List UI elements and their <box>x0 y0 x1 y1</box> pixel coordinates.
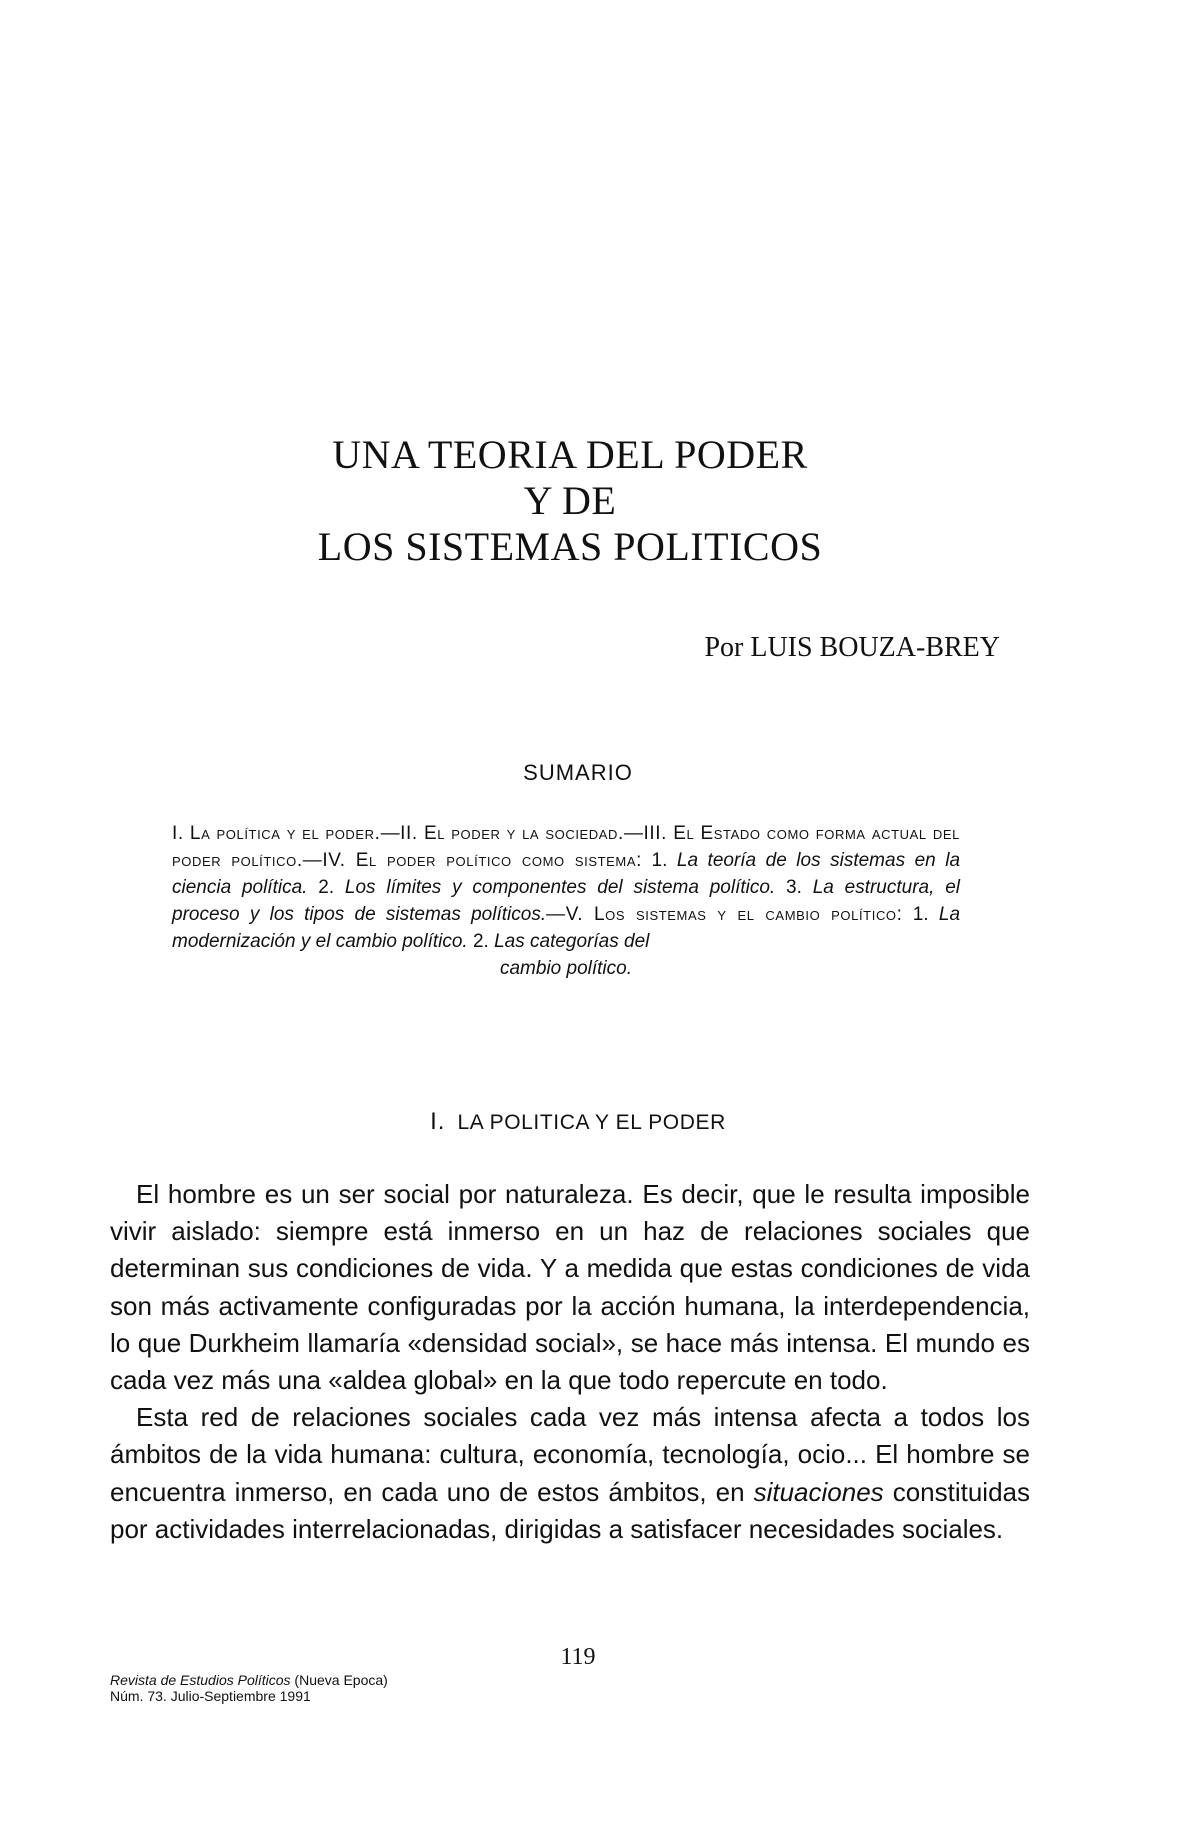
sumario-item-2: —II. El poder y la sociedad. <box>380 823 624 844</box>
page-number: 119 <box>560 1644 596 1670</box>
paragraph: El hombre es un ser social por naturaleza. Es decir, que le resulta imposible vivir aislado: siempre está inmerso en un haz de relaciones sociales que determinan sus condiciones de vida. Y a medida que estas condiciones de vida son más activamente configuradas por la acción humana, la interdependencia, lo que Durkheim llamaría «densidad social», se hace más intensa. El mundo es cada vez más una «aldea global» en la que todo repercute en todo. <box>110 1179 1030 1396</box>
sumario-subitem: La modernización y el cambio político. <box>172 904 961 952</box>
journal-name-line <box>110 1672 388 1688</box>
sumario-heading: SUMARIO <box>523 760 633 785</box>
sumario-contents <box>172 820 960 982</box>
sumario-subitem: Los límites y componentes del sistema político. <box>344 877 776 898</box>
title-line-1: UNA TEORIA DEL PODER <box>332 432 808 477</box>
section-title: LA POLITICA Y EL PODER <box>457 1111 726 1134</box>
sumario-subitem-number: 1. <box>642 850 677 871</box>
journal-edition: (Nueva Epoca) <box>290 1672 388 1688</box>
sumario-subitem-end: cambio político. <box>499 958 632 979</box>
sumario-subitem: Las categorías del <box>494 931 650 952</box>
sumario-subitem: La teoría de los sistemas en la ciencia política. <box>172 850 961 898</box>
sumario-item-1: I. La política y el poder. <box>172 823 381 844</box>
title-line-3: LOS SISTEMAS POLITICOS <box>317 524 823 569</box>
sumario-subitem-number: 2. <box>467 931 495 952</box>
section-number: I. <box>430 1108 446 1135</box>
journal-title: Revista de Estudios Políticos <box>110 1672 291 1688</box>
paragraph-text: constituidas por actividades interrelacionadas, dirigidas a satisfacer necesidades sociales. <box>110 1476 1030 1544</box>
sumario-subitem-number: 2. <box>307 877 345 898</box>
title-line-2: Y DE <box>523 478 617 523</box>
paragraph <box>110 1399 1030 1548</box>
paragraph-text: Esta red de relaciones sociales cada vez más intensa afecta a todos los ámbitos de la vida humana: cultura, economía, tecnología, ocio... El hombre se encuentra inmerso, en cada uno de estos ámbitos, en <box>110 1402 1030 1507</box>
article-title <box>0 432 1140 570</box>
journal-issue: Núm. 73. Julio-Septiembre 1991 <box>110 1688 311 1704</box>
sumario-subitem: La estructura, el proceso y los tipos de sistemas políticos. <box>172 877 960 925</box>
section-heading <box>0 1108 1156 1136</box>
article-body <box>110 1176 1030 1548</box>
sumario-item-3: —III. El Estado como forma actual del poder político. <box>172 823 961 871</box>
sumario-item-5: —V. Los sistemas y el cambio político: <box>546 904 903 925</box>
journal-citation <box>110 1672 388 1704</box>
emphasis-text: situaciones <box>753 1476 884 1507</box>
author-byline: Por LUIS BOUZA-BREY <box>704 632 1000 663</box>
sumario-subitem-number: 1. <box>902 904 939 925</box>
sumario-subitem-number: 3. <box>775 877 813 898</box>
sumario-item-4: —IV. El poder político como sistema: <box>302 850 642 871</box>
